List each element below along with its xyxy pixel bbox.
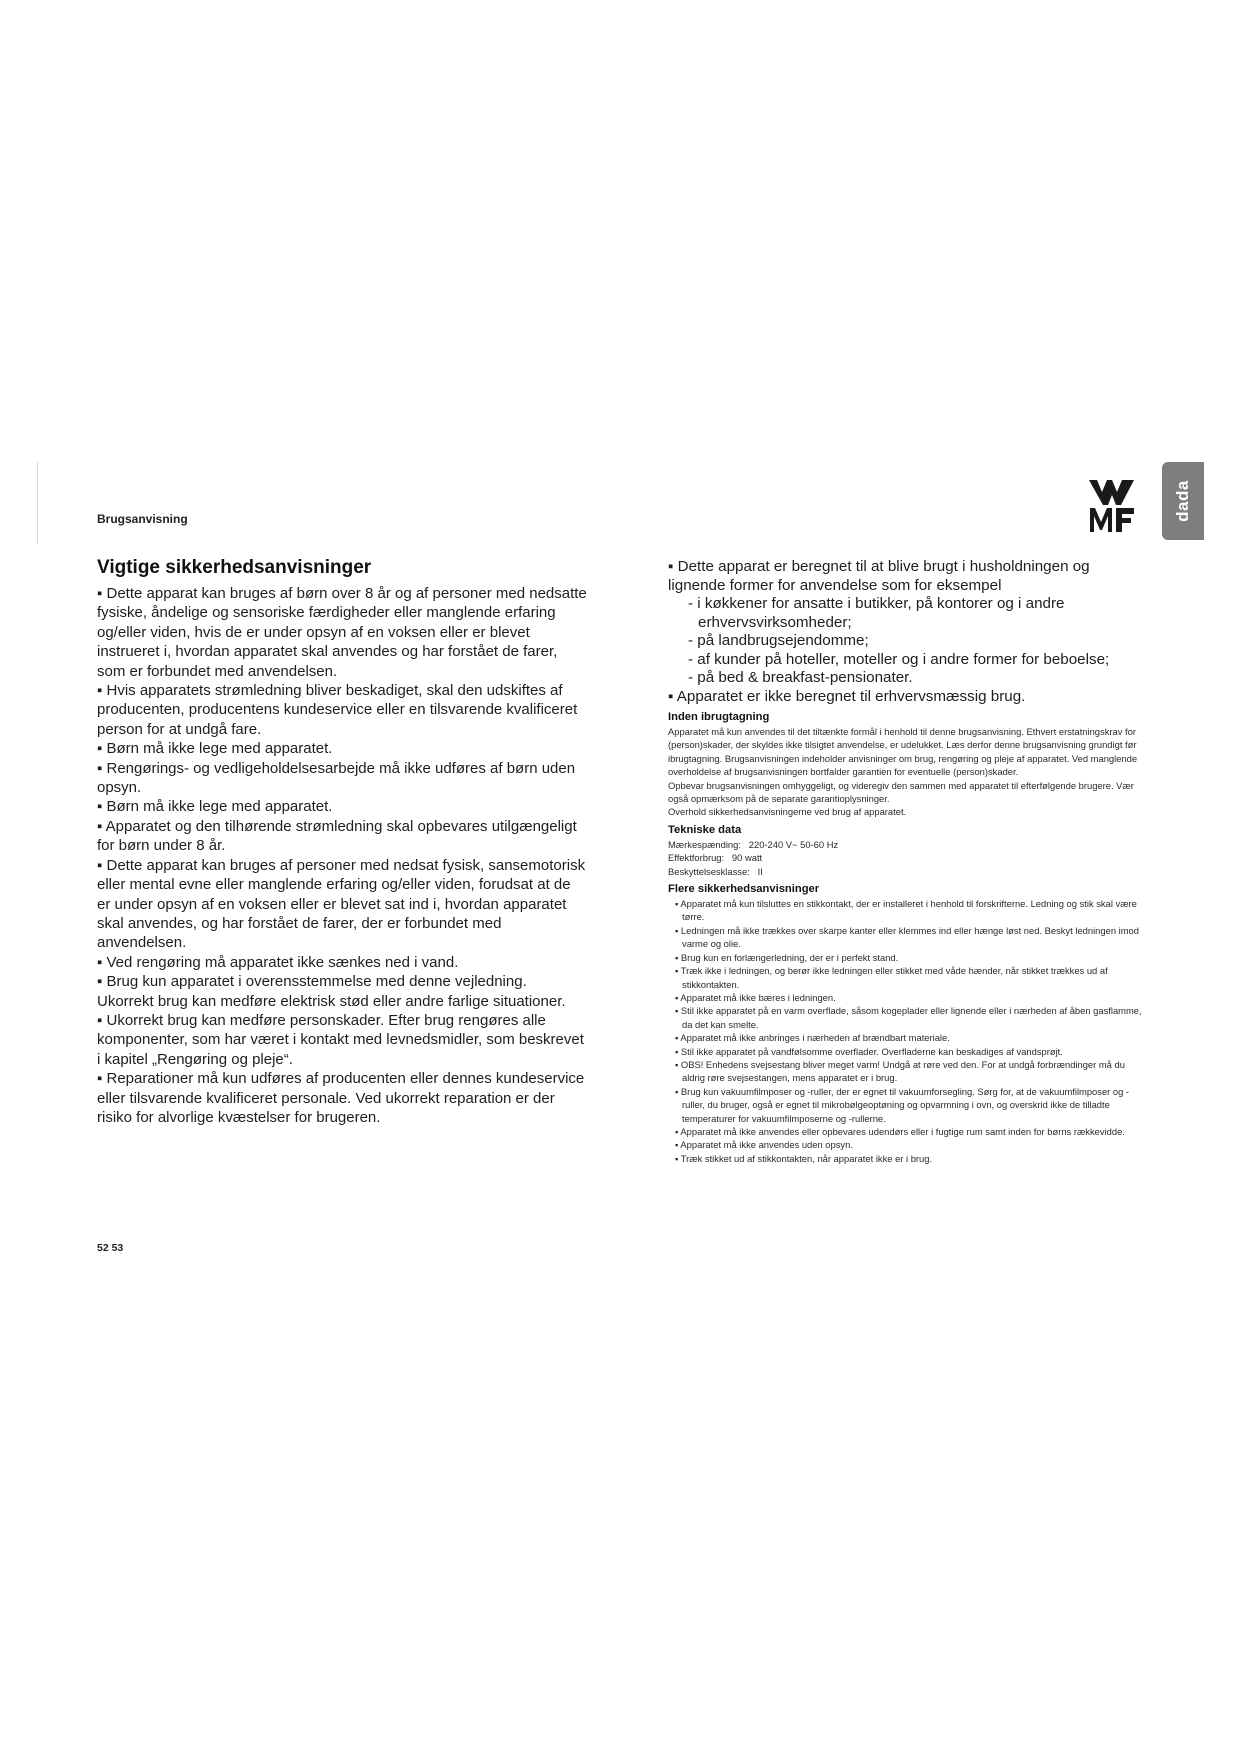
list-item: ▪ Apparatet må ikke anvendes eller opbevares udendørs eller i fugtige rum samt inden for børns rækkevidde. [675,1125,1125,1137]
page-fold-line [37,462,38,544]
list-item: ▪ Træk stikket ud af stikkontakten, når apparatet ikke er i brug. [675,1152,933,1164]
rated-voltage: Mærkespænding: 220-240 V~ 50-60 Hz [668,838,839,850]
safety-paragraph: ▪ Dette apparat kan bruges af børn over 8 år og af personer med nedsatte fysiske, åndelige og sensoriske færdigheder eller manglende erfaring og/eller viden, hvis de er under opsyn af en voksen eller er blevet instrueret i, hvordan apparatet skal anvendes og har forstået de farer, som er forbundet med anvendelsen. [97,585,587,680]
use-example-item: - i køkkener for ansatte i butikker, på kontorer og i andre [688,595,1065,612]
protection-class: Beskyttelsesklasse: II [668,865,763,877]
list-item: ▪ Apparatet må ikke bæres i ledningen. [675,991,836,1003]
safety-paragraph: ▪ Dette apparat kan bruges af personer med nedsat fysisk, sansemotorisk eller mental evne eller manglende erfaring og/eller viden, forudsat at de er under opsyn af en voksen eller er blevet sat ind i, hvordan apparatet skal anvendes, og har forstået de farer, der er forbundet med anvendelsen. [97,856,586,952]
safety-paragraph: ▪ Rengørings- og vedligeholdelsesarbejde må ikke udføres af børn uden opsyn. [97,759,576,797]
list-item: ▪ Apparatet må ikke anvendes uden opsyn. [675,1139,853,1151]
safety-paragraph: ▪ Ved rengøring må apparatet ikke sænkes ned i vand. [97,953,459,971]
before-use-paragraph: Opbevar brugsanvisningen omhyggeligt, og videregiv den sammen med apparatet til efterfølgende brugere. Vær også opmærksom på de separate garantioplysninger. [668,779,1134,805]
before-use-paragraph: Apparatet må kun anvendes til det tiltænkte formål i henhold til denne brugsanvisning. Ethvert erstatningskrav for (person)skader, der skyldes ikke tilsigtet anvendelse, er udelukket. Læs derfor denne brugsanvisning grundigt før ibrugtagning. Brugsanvisningen indeholder anvisninger om brug, rengøring og pleje af apparatet. Ved manglende overholdelse af brugsanvisningen bortfalder garantien for eventuelle (person)skader. [668,726,1138,778]
more-safety-list [668,897,1146,1165]
page-numbers: 52 53 [97,1242,124,1254]
list-item: ▪ Træk ikke i ledningen, og berør ikke ledningen eller stikket med våde hænder, når stikket trækkes ud af stikkontakten. [675,965,1108,990]
list-item: ▪ OBS! Enhedens svejsestang bliver meget varm! Undgå at røre ved den. For at undgå forbrændinger må du aldrig røre svejsestangen, mens apparatet er i brug. [675,1058,1125,1084]
list-item: ▪ Apparatet må ikke anbringes i nærheden af brændbart materiale. [675,1032,950,1044]
safety-paragraph: ▪ Børn må ikke lege med apparatet. [97,798,333,816]
use-example-item: - på landbrugsejendomme; [688,632,869,649]
power-consumption: Effektforbrug: 90 watt [668,852,763,864]
safety-paragraph: ▪ Ukorrekt brug kan medføre personskader. Efter brug rengøres alle komponenter, som har været i kontakt med levnedsmidler, som beskrevet i kapitel „Rengøring og pleje“. [97,1011,584,1068]
list-item: ▪ Ledningen må ikke trækkes over skarpe kanter eller klemmes ind eller hænge løst ned. Beskyt ledningen imod varme og olie. [675,924,1139,950]
section-title: Vigtige sikkerhedsanvisninger [97,557,372,578]
language-tab-label: dada [1173,480,1192,522]
use-example-item: - på bed & breakfast-pensionater. [688,669,913,686]
language-tab[interactable] [1162,462,1204,540]
section-label: Brugsanvisning [97,512,188,526]
list-item: ▪ Brug kun en forlængerledning, der er i perfekt stand. [675,951,899,963]
usage-and-data-column [668,558,1146,1165]
safety-instructions-column [97,557,587,1127]
list-item: ▪ Stil ikke apparatet på vandfølsomme overflader. Overfladerne kan beskadiges af vandsprøjt. [675,1045,1063,1057]
list-item: ▪ Apparatet må kun tilsluttes en stikkontakt, der er installeret i henhold til forskrifterne. Ledning og stik skal være tørre. [675,898,1137,923]
safety-paragraph: ▪ Hvis apparatets strømledning bliver beskadiget, skal den udskiftes af producenten, producentens kundeservice eller en tilsvarende kvalificeret person for at undgå fare. [97,682,578,738]
before-use-paragraph: Overhold sikkerhedsanvisningerne ved brug af apparatet. [668,806,907,818]
commercial-use-note: ▪ Apparatet er ikke beregnet til erhvervsmæssig brug. [668,687,1026,705]
list-item: ▪ Stil ikke apparatet på en varm overflade, såsom kogeplader eller lignende eller i nærheden af åben gasflamme, da det kan smelte. [675,1005,1142,1030]
technical-data-heading: Tekniske data [668,823,742,836]
use-example-item: - af kunder på hoteller, moteller og i andre former for beboelse; [688,650,1110,668]
use-example-item: erhvervsvirksomheder; [698,613,852,631]
safety-paragraph: ▪ Reparationer må kun udføres af producenten eller dennes kundeservice eller tilsvarende kvalificeret personale. Ved ukorrekt reparation er der risiko for alvorlige kvæstelser for brugeren. [97,1070,585,1126]
safety-paragraph: ▪ Brug kun apparatet i overensstemmelse med denne vejledning. Ukorrekt brug kan medføre elektrisk stød eller andre farlige situationer. [97,973,566,1010]
before-use-heading: Inden ibrugtagning [668,711,770,723]
list-item: ▪ Brug kun vakuumfilmposer og -ruller, der er egnet til vakuumforsegling. Sørg for, at de vakuumfilmposer og -ruller, du bruger, også er egnet til mikrobølgeoptøning og opvarmning i ovn, og overskrid ikke de tilladte temperaturer for vakuumfilmposerne og -rullerne. [675,1085,1130,1124]
safety-paragraph: ▪ Apparatet og den tilhørende strømledning skal opbevares utilgængeligt for børn under 8 år. [97,817,577,855]
household-use-intro: ▪ Dette apparat er beregnet til at blive brugt i husholdningen og lignende former for anvendelse som for eksempel [668,558,1090,594]
more-safety-heading: Flere sikkerhedsanvisninger [668,883,820,896]
safety-paragraph: ▪ Børn må ikke lege med apparatet. [97,740,333,758]
wmf-logo [1088,478,1136,534]
